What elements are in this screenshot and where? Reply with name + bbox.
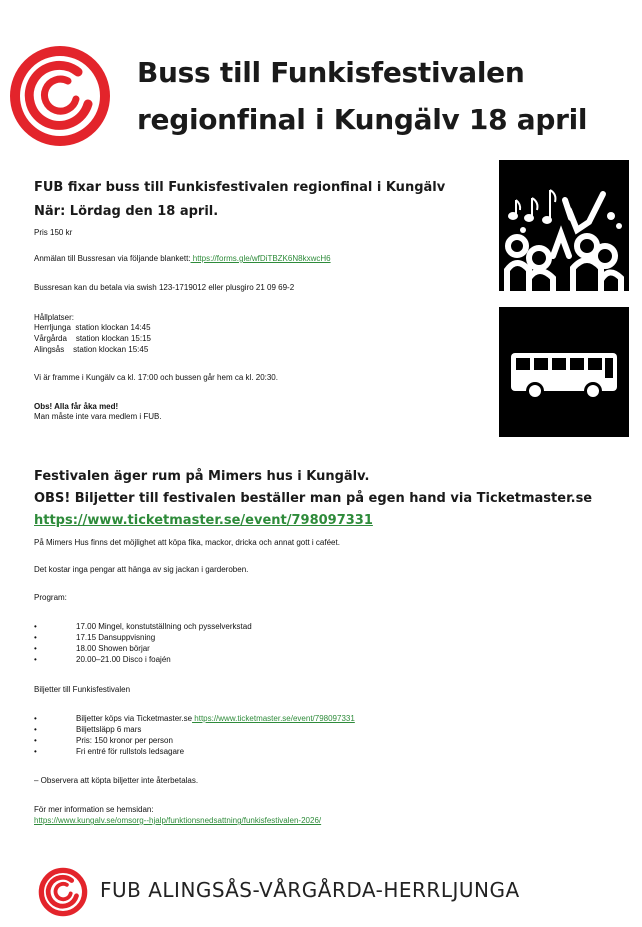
signup-line bbox=[34, 254, 331, 264]
program-item-text: 17.00 Mingel, konstutställning och pysselverkstad bbox=[76, 622, 252, 631]
bullet-icon: • bbox=[34, 644, 37, 653]
fub-footer-logo-icon bbox=[38, 867, 88, 917]
signup-text: Anmälan till Bussresan via följande blankett: bbox=[34, 254, 191, 263]
program-item-text: 17.15 Dansuppvisning bbox=[76, 633, 156, 642]
bullet-icon: • bbox=[34, 747, 37, 756]
price-text: Pris 150 kr bbox=[34, 228, 73, 237]
more-info-link[interactable]: https://www.kungalv.se/omsorg--hjalp/funktionsnedsattning/funkisfestivalen-2026/ bbox=[34, 816, 322, 825]
cafe-text: På Mimers Hus finns det möjlighet att köpa fika, mackor, dricka och annat gott i caféet. bbox=[34, 538, 340, 547]
tickets-item-link[interactable]: https://www.ticketmaster.se/event/798097331 bbox=[192, 714, 355, 723]
fub-logo-icon bbox=[8, 44, 112, 148]
program-heading: Program: bbox=[34, 593, 67, 602]
tickets-item bbox=[34, 725, 334, 735]
bullet-icon: • bbox=[34, 633, 37, 642]
stop-item bbox=[34, 345, 148, 355]
footer-org-name: FUB ALINGSÅS-VÅRGÅRDA-HERRLJUNGA bbox=[100, 878, 520, 902]
bullet-icon: • bbox=[34, 622, 37, 631]
crowd-music-icon bbox=[499, 160, 629, 291]
tickets-item bbox=[34, 747, 334, 757]
program-item bbox=[34, 633, 334, 643]
bullet-icon: • bbox=[34, 714, 37, 723]
page-title-line2: regionfinal i Kungälv 18 april bbox=[137, 103, 588, 136]
more-info-text: För mer information se hemsidan: bbox=[34, 805, 154, 814]
bullet-icon: • bbox=[34, 655, 37, 664]
program-item bbox=[34, 622, 334, 632]
tickets-item-label: Biljetter köps via Ticketmaster.se bbox=[76, 714, 193, 723]
program-item-text: 18.00 Showen börjar bbox=[76, 644, 150, 653]
stop-time: station klockan 15:15 bbox=[75, 334, 151, 343]
date-heading: När: Lördag den 18 april. bbox=[34, 204, 219, 219]
notice-text: Man måste inte vara medlem i FUB. bbox=[34, 412, 162, 421]
tickets-item-text bbox=[76, 714, 355, 723]
bullet-icon: • bbox=[34, 725, 37, 734]
stop-time: station klockan 15:45 bbox=[73, 345, 149, 354]
program-item bbox=[34, 655, 334, 665]
bullet-icon: • bbox=[34, 736, 37, 745]
stop-place: Alingsås bbox=[34, 345, 65, 354]
cloakroom-text: Det kostar inga pengar att hänga av sig jackan i garderoben. bbox=[34, 565, 249, 574]
stop-place: Vårgårda bbox=[34, 334, 67, 343]
signup-link[interactable]: https://forms.gle/wfDiTBZK6N8kxwcH6 bbox=[190, 254, 331, 263]
payment-text: Bussresan kan du betala via swish 123-1719012 eller plusgiro 21 09 69-2 bbox=[34, 283, 295, 292]
program-item bbox=[34, 644, 334, 654]
stops-heading: Hållplatser: bbox=[34, 313, 75, 322]
stop-time: station klockan 14:45 bbox=[75, 323, 151, 332]
notice-bold: Obs! Alla får åka med! bbox=[34, 402, 119, 411]
tickets-item-text: Fri entré för rullstols ledsagare bbox=[76, 747, 185, 756]
intro-heading: FUB fixar buss till Funkisfestivalen regionfinal i Kungälv bbox=[34, 180, 446, 195]
stop-place: Herrljunga bbox=[34, 323, 71, 332]
venue-heading: Festivalen äger rum på Mimers hus i Kungälv. bbox=[34, 469, 370, 484]
bus-icon bbox=[499, 307, 629, 437]
page-title-line1: Buss till Funkisfestivalen bbox=[137, 56, 525, 89]
ticketmaster-link[interactable]: https://www.ticketmaster.se/event/798097331 bbox=[34, 513, 373, 528]
tickets-heading: OBS! Biljetter till festivalen beställer man på egen hand via Ticketmaster.se bbox=[34, 491, 593, 506]
program-item-text: 20.00–21.00 Disco i foajén bbox=[76, 655, 171, 664]
refund-note: – Observera att köpta biljetter inte återbetalas. bbox=[34, 776, 199, 785]
tickets-item bbox=[34, 714, 434, 724]
tickets-item-text: Biljettsläpp 6 mars bbox=[76, 725, 142, 734]
arrival-text: Vi är framme i Kungälv ca kl. 17:00 och bussen går hem ca kl. 20:30. bbox=[34, 373, 278, 382]
tickets-section-heading: Biljetter till Funkisfestivalen bbox=[34, 685, 131, 694]
stop-item bbox=[34, 323, 151, 333]
stop-item bbox=[34, 334, 151, 344]
tickets-item bbox=[34, 736, 334, 746]
tickets-item-text: Pris: 150 kronor per person bbox=[76, 736, 173, 745]
